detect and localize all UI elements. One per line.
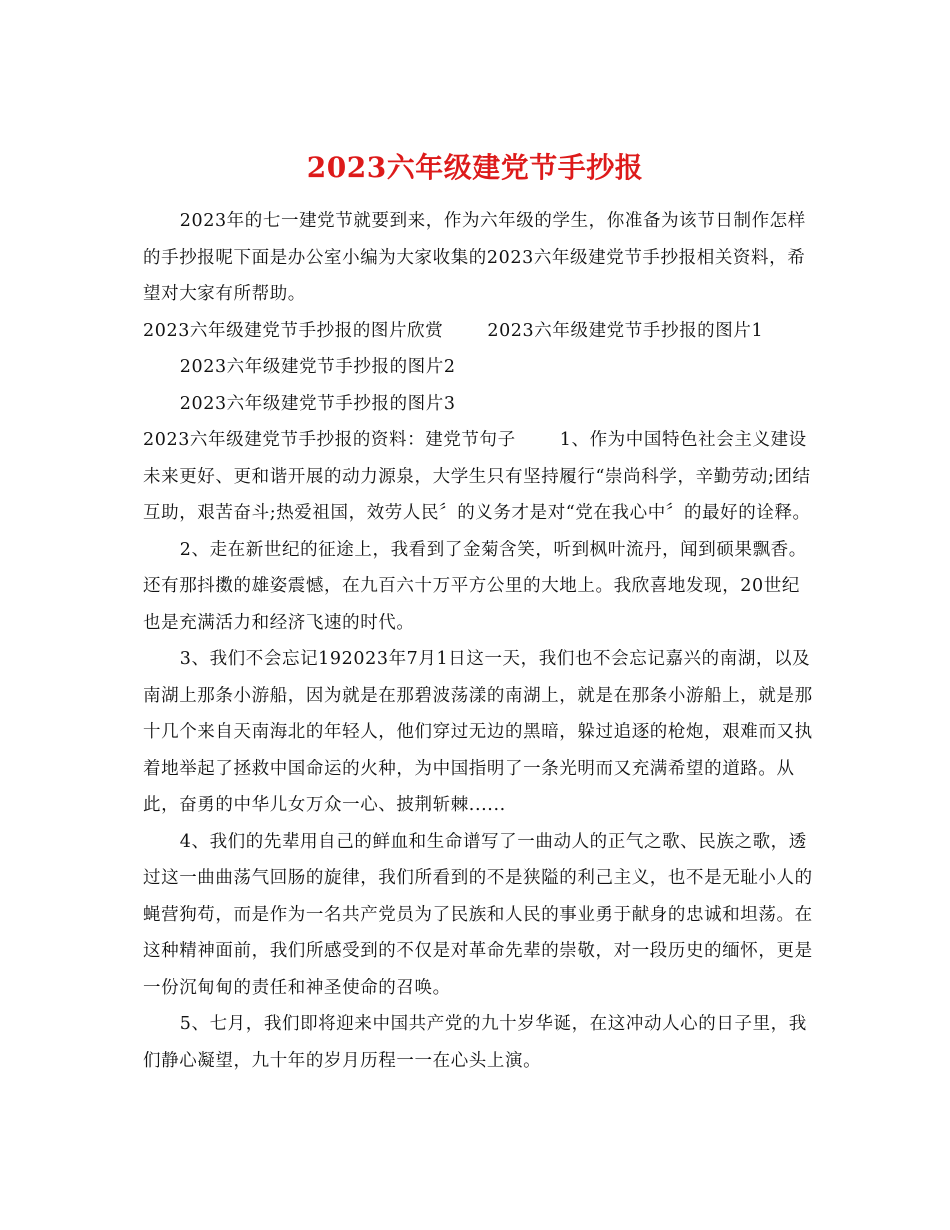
picture-3-caption: 2023六年级建党节手抄报的图片3 bbox=[179, 393, 456, 414]
document-body bbox=[143, 203, 813, 1079]
paragraph-5: 5、七月，我们即将迎来中国共产党的九十岁华诞，在这冲动人心的日子里，我们静心凝望，九十年的岁月历程一一在心头上演。 bbox=[143, 1014, 807, 1071]
document-title: 2023六年级建党节手抄报 bbox=[306, 150, 644, 184]
paragraph-4: 4、我们的先辈用自己的鲜血和生命谱写了一曲动人的正气之歌、民族之歌，透过这一曲曲荡气回肠的旋律，我们所看到的不是狭隘的利己主义，也不是无耻小人的蝇营狗苟，而是作为一名共产党员为了民族和人民的事业勇于献身的忠诚和坦荡。在这种精神面前，我们所感受到的不仅是对革命先辈的崇敬，对一段历史的缅怀，更是一份沉甸甸的责任和神圣使命的召唤。 bbox=[143, 831, 813, 998]
gallery-heading: 2023六年级建党节手抄报的图片欣赏 bbox=[143, 320, 444, 341]
gallery-line bbox=[143, 313, 813, 350]
picture-2-caption: 2023六年级建党节手抄报的图片2 bbox=[179, 357, 456, 377]
materials-heading: 2023六年级建党节手抄报的资料：建党节句子 bbox=[143, 430, 516, 450]
intro-paragraph: 2023年的七一建党节就要到来，作为六年级的学生，你准备为该节日制作怎样的手抄报呢下面是办公室小编为大家收集的2023六年级建党节手抄报相关资料，希望对大家有所帮助。 bbox=[143, 211, 806, 304]
paragraph-2: 2、走在新世纪的征途上，我看到了金菊含笑，听到枫叶流丹，闻到硕果飘香。还有那抖擞的雄姿震憾，在九百六十万平方公里的大地上。我欣喜地发现，20世纪也是充满活力和经济飞速的时代。 bbox=[143, 539, 807, 633]
picture-1-caption: 2023六年级建党节手抄报的图片1 bbox=[487, 320, 764, 341]
paragraph-3: 3、我们不会忘记192023年7月1日这一天，我们也不会忘记嘉兴的南湖，以及南湖上那条小游船，因为就是在那碧波荡漾的南湖上，就是在那条小游船上，就是那十几个来自天南海北的年轻人，他们穿过无边的黑暗，躲过追逐的枪炮，艰难而又执着地举起了拯救中国命运的火种，为中国指明了一条光明而又充满希望的道路。从此，奋勇的中华儿女万众一心、披荆斩棘...... bbox=[143, 649, 813, 815]
paragraph-1: 1、作为中国特色社会主义建设未来更好、更和谐开展的动力源泉，大学生只有坚持履行“崇尚科学，辛勤劳动;团结互助，艰苦奋斗;热爱祖国，效劳人民〞的义务才是对“党在我心中〞的最好的诠释。 bbox=[143, 430, 811, 523]
materials-paragraph bbox=[143, 422, 813, 532]
